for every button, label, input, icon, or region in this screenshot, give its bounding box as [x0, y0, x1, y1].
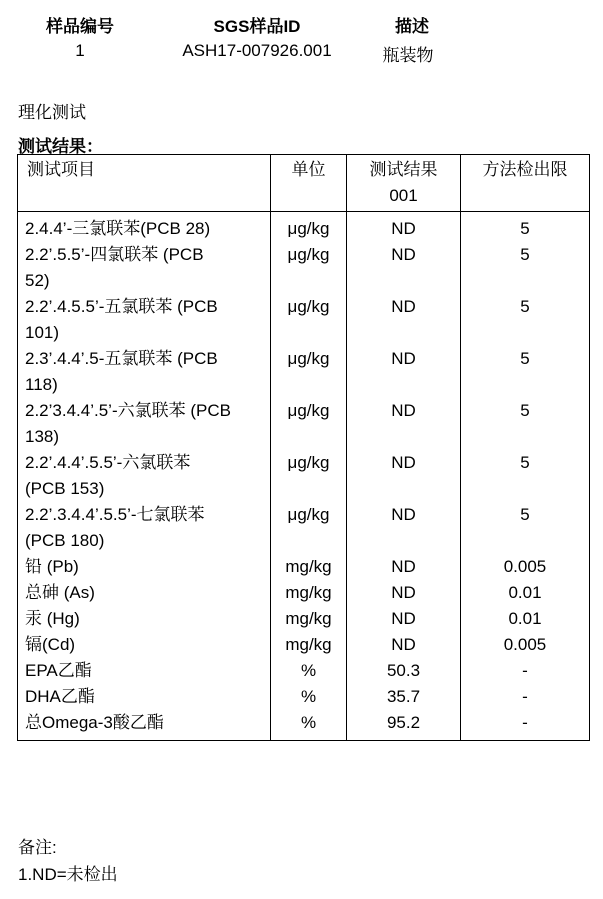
header-limit: 方法检出限 [461, 155, 590, 212]
cell-result: ND [347, 450, 461, 502]
cell-unit: μg/kg [271, 450, 347, 502]
cell-item [18, 658, 271, 684]
cell-unit: μg/kg [271, 212, 347, 243]
cell-result: 35.7 [347, 684, 461, 710]
cell-result: ND [347, 294, 461, 346]
cell-item-line: 2.3’.4.4’.5-五氯联苯 (PCB [25, 349, 218, 368]
cell-unit: μg/kg [271, 294, 347, 346]
cell-result: ND [347, 606, 461, 632]
sgs-id-value: ASH17-007926.001 [182, 41, 332, 60]
cell-limit: 5 [461, 450, 590, 502]
cell-limit: - [461, 684, 590, 710]
cell-item-line: 101) [25, 323, 60, 342]
cell-unit: mg/kg [271, 580, 347, 606]
note-item: 1.ND=未检出 [18, 865, 118, 884]
cell-unit: mg/kg [271, 606, 347, 632]
header-result-line2: 001 [389, 186, 418, 205]
cell-item-line: 2.2’.3.4.4’.5.5’-七氯联苯 [25, 505, 205, 524]
cell-unit: μg/kg [271, 346, 347, 398]
cell-unit: mg/kg [271, 554, 347, 580]
cell-unit: % [271, 658, 347, 684]
table-row [18, 684, 590, 710]
cell-limit: 0.005 [461, 554, 590, 580]
header-result-line1: 测试结果 [369, 160, 438, 179]
cell-item-line: EPA乙酯 [25, 661, 92, 680]
cell-item-line: 2.2’.4.5.5’-五氯联苯 (PCB [25, 297, 218, 316]
sgs-id-label: SGS样品ID [213, 17, 301, 36]
table-row [18, 606, 590, 632]
cell-result: ND [347, 212, 461, 243]
table-row [18, 212, 590, 243]
cell-limit: - [461, 710, 590, 741]
table-row [18, 450, 590, 502]
table-row [18, 580, 590, 606]
cell-item [18, 684, 271, 710]
cell-item [18, 632, 271, 658]
cell-limit: 0.01 [461, 606, 590, 632]
cell-item [18, 554, 271, 580]
sample-header [0, 8, 603, 68]
table-row [18, 502, 590, 554]
description-value: 瓶装物 [382, 46, 434, 65]
table-row [18, 658, 590, 684]
cell-unit: μg/kg [271, 398, 347, 450]
cell-result: 50.3 [347, 658, 461, 684]
cell-result: ND [347, 554, 461, 580]
cell-limit: 0.01 [461, 580, 590, 606]
table-header-row [18, 155, 590, 212]
cell-limit: 5 [461, 398, 590, 450]
cell-unit: μg/kg [271, 502, 347, 554]
header-result [347, 155, 461, 212]
table-row [18, 294, 590, 346]
cell-unit: mg/kg [271, 632, 347, 658]
header-unit: 单位 [271, 155, 347, 212]
cell-item [18, 450, 271, 502]
section-title: 理化测试 [18, 103, 86, 122]
cell-result: ND [347, 398, 461, 450]
table-row [18, 710, 590, 741]
table-row [18, 346, 590, 398]
results-table [17, 154, 590, 741]
notes [18, 834, 118, 888]
cell-item-line: (PCB 180) [25, 531, 105, 550]
cell-item-line: (PCB 153) [25, 479, 105, 498]
cell-item-line: 铅 (Pb) [25, 557, 79, 576]
cell-unit: μg/kg [271, 242, 347, 294]
cell-limit: 5 [461, 346, 590, 398]
cell-limit: - [461, 658, 590, 684]
cell-item-line: 2.4.4’-三氯联苯(PCB 28) [25, 219, 211, 238]
cell-item-line: 118) [25, 375, 58, 394]
cell-item [18, 580, 271, 606]
cell-item-line: DHA乙酯 [25, 687, 95, 706]
cell-item-line: 2.2’.5.5’-四氯联苯 (PCB [25, 245, 204, 264]
cell-result: 95.2 [347, 710, 461, 741]
cell-limit: 5 [461, 502, 590, 554]
cell-limit: 0.005 [461, 632, 590, 658]
notes-title: 备注: [18, 838, 57, 857]
cell-item [18, 212, 271, 243]
cell-item [18, 502, 271, 554]
table-row [18, 554, 590, 580]
cell-item [18, 294, 271, 346]
cell-item [18, 398, 271, 450]
cell-item [18, 242, 271, 294]
cell-limit: 5 [461, 212, 590, 243]
cell-limit: 5 [461, 294, 590, 346]
table-row [18, 398, 590, 450]
cell-item-line: 汞 (Hg) [25, 609, 80, 628]
cell-unit: % [271, 684, 347, 710]
cell-item [18, 606, 271, 632]
cell-unit: % [271, 710, 347, 741]
cell-limit: 5 [461, 242, 590, 294]
cell-item [18, 710, 271, 741]
table-row [18, 242, 590, 294]
cell-result: ND [347, 580, 461, 606]
cell-item-line: 52) [25, 271, 50, 290]
table-row [18, 632, 590, 658]
cell-item-line: 镉(Cd) [25, 635, 76, 654]
cell-item-line: 138) [25, 427, 60, 446]
results-label: 测试结果： [18, 137, 103, 156]
cell-item-line: 总砷 (As) [25, 583, 95, 602]
cell-item [18, 346, 271, 398]
sample-no-value: 1 [75, 41, 85, 60]
header-item: 测试项目 [18, 155, 271, 212]
cell-result: ND [347, 242, 461, 294]
cell-item-line: 2.2’3.4.4’.5’-六氯联苯 (PCB [25, 401, 231, 420]
sample-no-label: 样品编号 [46, 17, 114, 36]
cell-item-line: 总Omega-3酸乙酯 [25, 713, 164, 732]
cell-result: ND [347, 632, 461, 658]
cell-result: ND [347, 346, 461, 398]
description-label: 描述 [395, 17, 429, 36]
cell-item-line: 2.2’.4.4’.5.5’-六氯联苯 [25, 453, 191, 472]
cell-result: ND [347, 502, 461, 554]
